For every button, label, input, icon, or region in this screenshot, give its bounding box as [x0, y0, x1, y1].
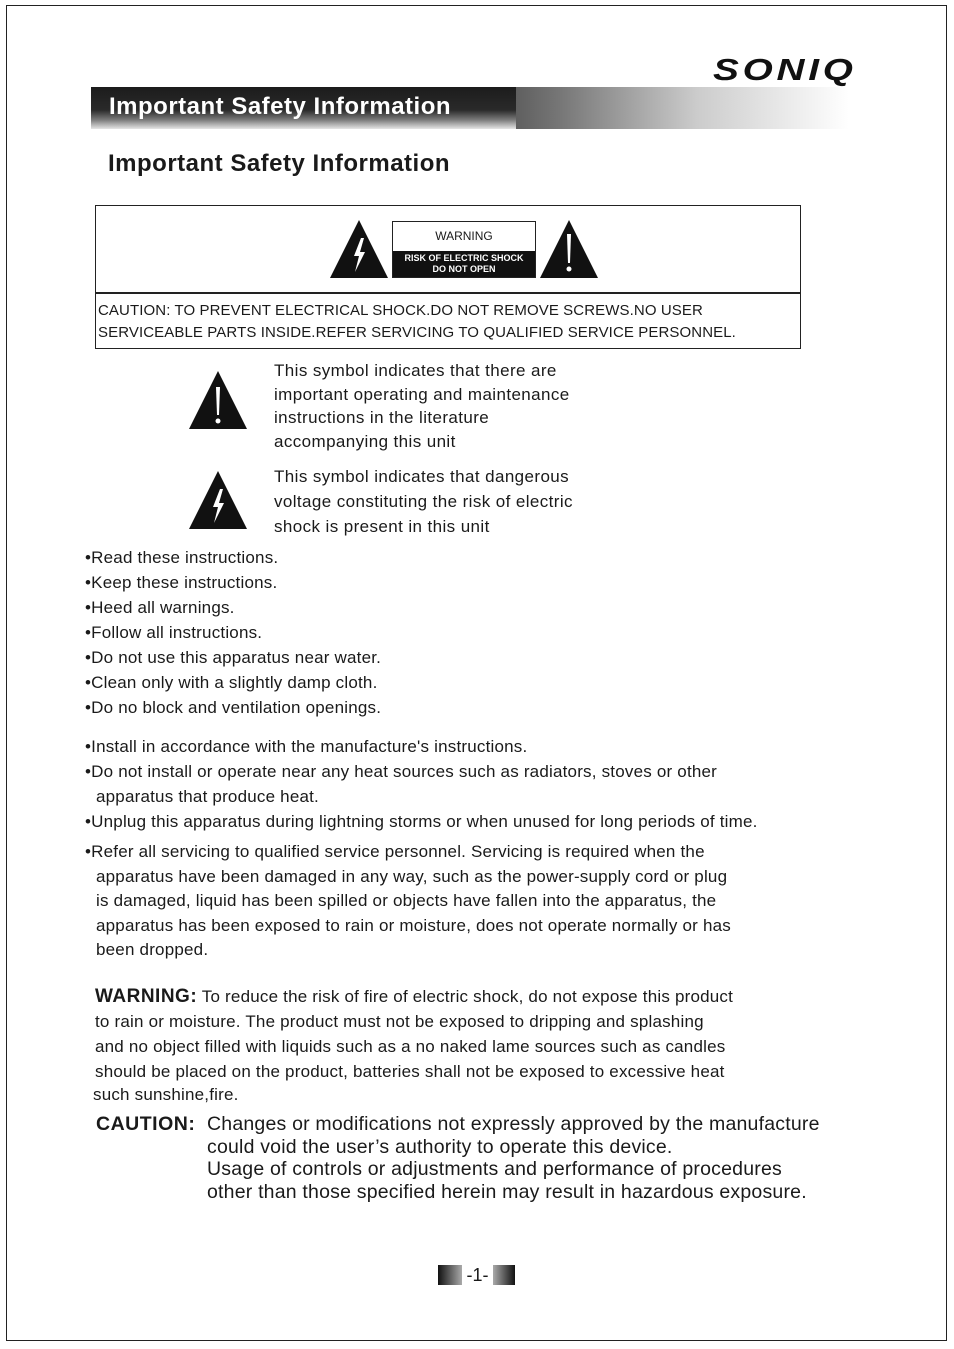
section-title: Important Safety Information — [108, 150, 451, 177]
box-caution-text — [98, 300, 736, 344]
bullet-list-installation — [85, 734, 758, 834]
list-item-continuation: been dropped. — [96, 940, 209, 960]
warning-label-plate — [392, 221, 536, 278]
page-number-bar-left — [438, 1265, 462, 1285]
symbol-description-lightning — [274, 464, 573, 539]
symbol-description-exclamation — [274, 359, 570, 453]
symbol-line: important operating and maintenance — [274, 384, 570, 404]
exclamation-triangle-icon — [538, 218, 600, 280]
list-item: •Unplug this apparatus during lightning storms or when unused for long periods of time. — [85, 812, 758, 831]
list-item-continuation: apparatus have been damaged in any way, such as the power-supply cord or plug — [96, 866, 728, 886]
warning-box — [95, 205, 801, 349]
warning-first-line — [95, 984, 733, 1009]
list-item: •Keep these instructions. — [85, 573, 278, 592]
warning-paragraph — [95, 984, 733, 1106]
caution-label: CAUTION: — [96, 1113, 196, 1135]
symbol-line: accompanying this unit — [274, 431, 456, 451]
lightning-triangle-icon — [187, 469, 249, 531]
warning-line: should be placed on the product, batteries shall not be exposed to excessive heat — [95, 1062, 725, 1081]
list-item: •Clean only with a slightly damp cloth. — [85, 673, 378, 692]
warning-label: WARNING: — [95, 986, 198, 1007]
page-number-text: -1- — [466, 1265, 489, 1285]
box-caution-line-1: CAUTION: TO PREVENT ELECTRICAL SHOCK.DO NOT REMOVE SCREWS.NO USER — [98, 302, 703, 319]
list-item: •Do not use this apparatus near water. — [85, 648, 382, 667]
caution-line: Usage of controls or adjustments and performance of procedures — [207, 1158, 782, 1180]
page-number — [438, 1265, 515, 1285]
list-item: •Refer all servicing to qualified service personnel. Servicing is required when the — [85, 842, 705, 861]
warning-line: such sunshine,fire. — [93, 1085, 239, 1104]
box-caution-line-2: SERVICEABLE PARTS INSIDE.REFER SERVICING TO QUALIFIED SERVICE PERSONNEL. — [98, 324, 736, 341]
symbol-line: This symbol indicates that dangerous — [274, 467, 570, 486]
symbol-line: voltage constituting the risk of electric — [274, 492, 573, 511]
plate-notice — [393, 251, 535, 277]
brand-logo: SONIQ — [713, 52, 857, 87]
symbol-line: This symbol indicates that there are — [274, 361, 557, 380]
list-item-continuation: is damaged, liquid has been spilled or objects have fallen into the apparatus, the — [96, 891, 717, 911]
caution-body — [207, 1113, 820, 1203]
page-number-bar-right — [493, 1265, 515, 1285]
list-item-continuation: apparatus has been exposed to rain or moisture, does not operate normally or has — [96, 915, 731, 935]
caution-line: Changes or modifications not expressly approved by the manufacture — [207, 1113, 820, 1135]
list-item: •Follow all instructions. — [85, 623, 263, 642]
plate-title: WARNING — [435, 229, 493, 243]
lightning-triangle-icon — [328, 218, 390, 280]
warning-line: and no object filled with liquids such as a no naked lame sources such as candles — [95, 1037, 726, 1056]
caution-line: could void the user’s authority to operate this device. — [207, 1135, 673, 1158]
bullet-list-basic — [85, 545, 381, 720]
list-item-continuation: apparatus that produce heat. — [96, 787, 319, 806]
header-tab — [91, 87, 516, 129]
bullet-list-servicing — [85, 840, 731, 963]
symbol-line: instructions in the literature — [274, 408, 490, 427]
warning-text: To reduce the risk of fire of electric shock, do not expose this product — [197, 987, 734, 1006]
header-title: Important Safety Information — [109, 93, 452, 120]
caution-line: other than those specified herein may result in hazardous exposure. — [207, 1180, 807, 1203]
exclamation-triangle-icon — [187, 369, 249, 431]
plate-line-2: DO NOT OPEN — [432, 264, 496, 274]
warning-line: to rain or moisture. The product must not be exposed to dripping and splashing — [95, 1012, 704, 1031]
list-item: •Do no block and ventilation openings. — [85, 698, 382, 717]
list-item: •Heed all warnings. — [85, 598, 235, 617]
box-divider — [96, 292, 800, 294]
list-item: •Read these instructions. — [85, 548, 279, 567]
list-item: •Install in accordance with the manufacture's instructions. — [85, 737, 528, 756]
symbol-line: shock is present in this unit — [274, 517, 490, 536]
plate-line-1: RISK OF ELECTRIC SHOCK — [404, 253, 524, 263]
list-item: •Do not install or operate near any heat sources such as radiators, stoves or other — [85, 762, 718, 781]
header-bar — [91, 87, 849, 129]
